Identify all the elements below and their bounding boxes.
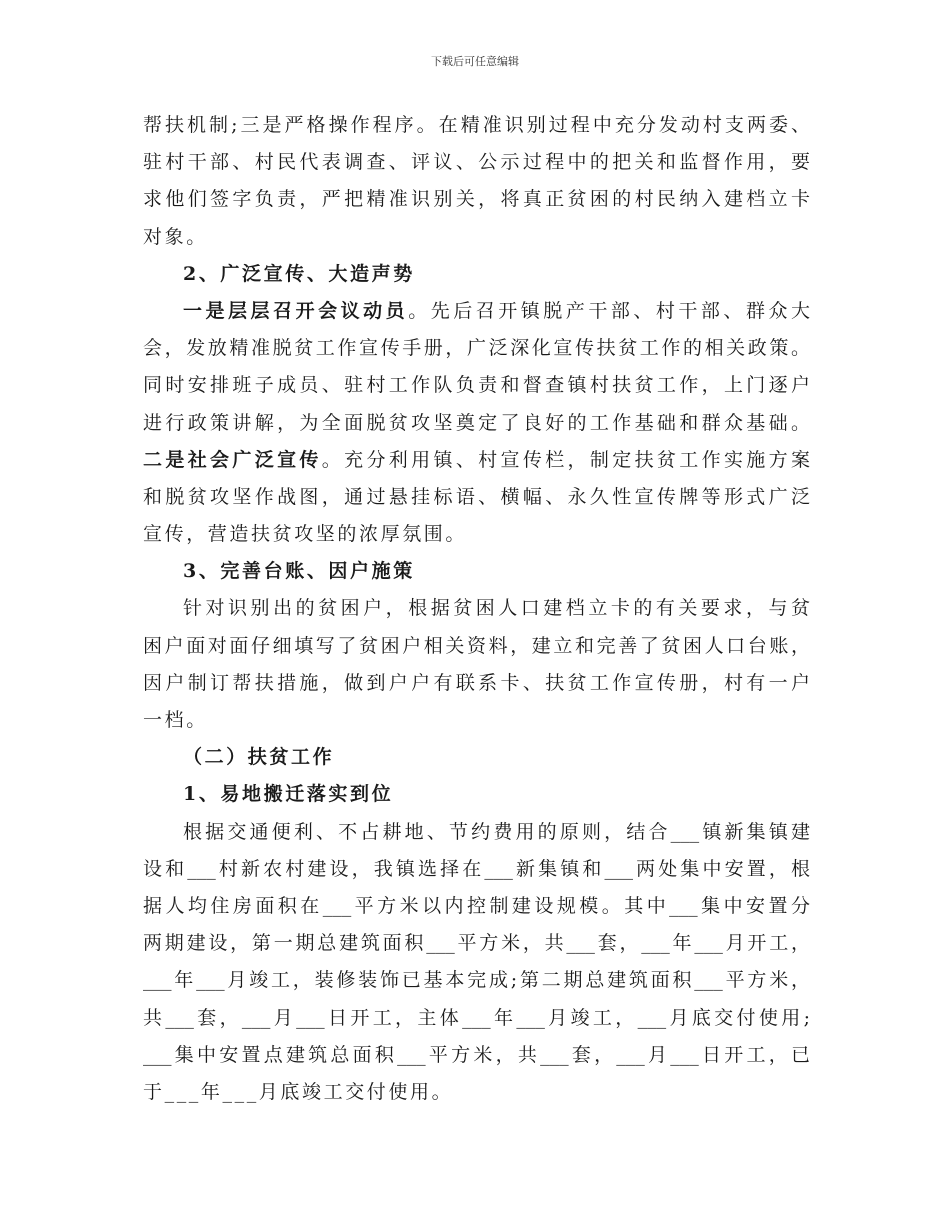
paragraph-line (143, 442, 810, 479)
paragraph-line: 同时安排班子成员、驻村工作队负责和督查镇村扶贫工作，上门逐户 (143, 374, 810, 397)
document-body (143, 107, 810, 1111)
paragraph-line: 帮扶机制;三是严格操作程序。在精准识别过程中充分发动村支两委、 (143, 114, 810, 136)
line-text: 。先后召开镇脱产干部、村干部、群众大 (408, 299, 810, 322)
bold-lead: 一是层层召开会议动员 (183, 299, 409, 322)
paragraph-line: 会，发放精准脱贫工作宣传手册，广泛深化宣传扶贫工作的相关政策。 (143, 337, 810, 360)
section-heading: 3、完善台账、因户施策 (183, 560, 415, 583)
paragraph-line: 一档。 (143, 709, 208, 731)
paragraph-line: 于___年___月底竣工交付使用。 (143, 1080, 454, 1103)
line-text: 。充分利用镇、村宣传栏，制定扶贫工作实施方案 (321, 448, 810, 471)
paragraph-line: 据人均住房面积在___平方米以内控制建设规模。其中___集中安置分 (143, 894, 810, 917)
bold-lead: 二是社会广泛宣传 (143, 448, 322, 471)
paragraph-line: 因户制订帮扶措施，做到户户有联系卡、扶贫工作宣传册，村有一户 (143, 671, 810, 694)
paragraph-line: 针对识别出的贫困户，根据贫困人口建档立卡的有关要求，与贫 (183, 597, 810, 620)
page-header: 下载后可任意编辑 (431, 55, 519, 68)
paragraph-line: 驻村干部、村民代表调查、评议、公示过程中的把关和监督作用，要 (143, 151, 810, 174)
paragraph-line: 两期建设，第一期总建筑面积___平方米，共___套，___年___月开工， (143, 932, 810, 955)
paragraph-line (143, 293, 810, 330)
section-heading: （二）扶贫工作 (183, 746, 335, 769)
paragraph-line: 根据交通便利、不占耕地、节约费用的原则，结合___镇新集镇建 (183, 820, 810, 843)
section-heading: 2、广泛宣传、大造声势 (183, 262, 415, 285)
paragraph-line: 求他们签字负责，严把精准识别关，将真正贫困的村民纳入建档立卡 (143, 188, 810, 211)
paragraph-line: 和脱贫攻坚作战图，通过悬挂标语、横幅、永久性宣传牌等形式广泛 (143, 485, 810, 508)
paragraph-line: ___年___月竣工，装修装饰已基本完成;第二期总建筑面积___平方米， (143, 969, 810, 992)
paragraph-line: ___集中安置点建筑总面积___平方米，共___套，___月___日开工，已 (143, 1043, 810, 1066)
paragraph-line: 困户面对面仔细填写了贫困户相关资料，建立和完善了贫困人口台账， (143, 634, 810, 657)
paragraph-line: 对象。 (143, 225, 208, 248)
paragraph-line: 宣传，营造扶贫攻坚的浓厚氛围。 (143, 523, 468, 546)
paragraph-line: 共___套，___月___日开工，主体___年___月竣工，___月底交付使用; (143, 1006, 810, 1029)
section-heading: 1、易地搬迁落实到位 (183, 783, 394, 806)
paragraph-line: 设和___村新农村建设，我镇选择在___新集镇和___两处集中安置，根 (143, 857, 810, 880)
paragraph-line: 进行政策讲解，为全面脱贫攻坚奠定了良好的工作基础和群众基础。 (143, 411, 810, 434)
